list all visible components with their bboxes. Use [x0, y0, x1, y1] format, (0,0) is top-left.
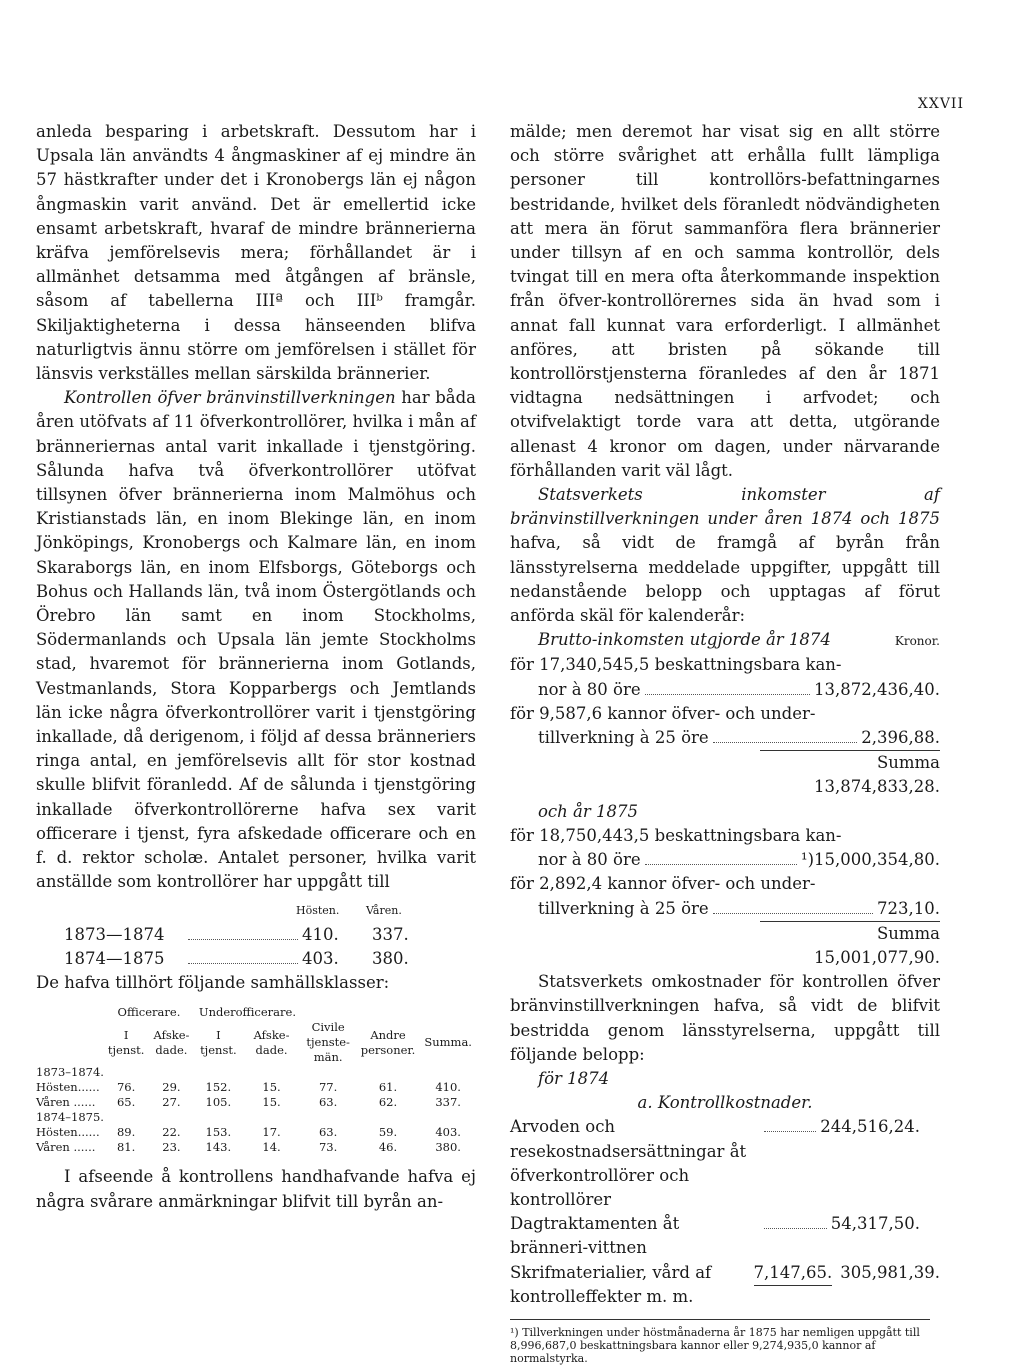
- cell: 76.: [116, 1080, 136, 1095]
- col-header: Summa.: [424, 1035, 472, 1050]
- cost-amount: 7,147,65.: [754, 1261, 833, 1286]
- cell: 337.: [435, 1095, 461, 1110]
- cell: 15.: [262, 1095, 281, 1110]
- nco-header: Underofficerare.: [198, 1005, 296, 1020]
- cost-text: Arvoden och resekostnadsersättningar åt öfverkontrollörer och kontrollörer: [510, 1117, 747, 1209]
- table-row: [32, 1095, 476, 1110]
- year-label: 1874—1875: [64, 948, 165, 968]
- cost-item: [510, 1115, 920, 1212]
- year-row: [36, 947, 476, 971]
- sum-1875: Summa 15,001,077,90.: [760, 921, 940, 970]
- revenue-item: [510, 872, 940, 920]
- right-paragraph-1: mälde; men deremot har visat sig en allt större och större svårighet att erhålla fullt lämpliga personer till kontrollörs-befattningarnes bestridande, hvilket dels föranledt nödvändigheten att mera än förut sammanföra flera brännerier under tillsyn af en och samma kontrollör, dels tvingat till en mera ofta återkommande inspektion från öfver-kontrollörernes sida än hvad som i annat fall kunnat vara erforderligt. I allmänhet anföres, att bristen på sökande till kontrollörstjensterna föranledes af den år 1871 vidtagna nedsättningen i arfvodet; och otvifvelaktigt torde vara att detta, utgörande allenast 4 kronor om dagen, under närvarande förhållanden varit väl lågt.: [510, 122, 940, 480]
- autumn-value: 410.: [302, 924, 339, 944]
- page-number: XXVII: [917, 96, 964, 112]
- cell: 62.: [378, 1095, 398, 1110]
- section-year: 1874–1875.: [36, 1110, 104, 1125]
- right-column: [510, 120, 940, 1365]
- left-column: [36, 120, 476, 1214]
- cell: 403.: [435, 1125, 461, 1140]
- cell: 89.: [116, 1125, 136, 1140]
- table-row: [32, 1080, 476, 1095]
- item-line: för 9,587,6 kannor öfver- och under-: [510, 703, 816, 723]
- footnote: ¹) Tillverkningen under höstmånaderna år 1875 har nemligen uppgått till 8,996,687,0 beskattningsbara kannor eller 9,274,935,0 kannor af normalstyrka.: [510, 1319, 930, 1365]
- cell: 380.: [435, 1140, 461, 1155]
- row-label: Hösten......: [36, 1125, 100, 1140]
- cell: 153.: [205, 1125, 232, 1140]
- spring-value: 380.: [372, 948, 409, 968]
- item-line: för 18,750,443,5 beskattningsbara kan-: [510, 825, 842, 845]
- cell: 59.: [378, 1125, 398, 1140]
- cell: 410.: [435, 1080, 461, 1095]
- table-row: [32, 1140, 476, 1155]
- paragraph-text: har båda åren utöfvats af 11 öfverkontrollörer, hvilka i mån af bränneriernas antal varit inkallade i tjenstgöring. Sålunda hafva två öfverkontrollörer utöfvat tillsynen öfver brännerierna inom Malmöhus och Kristianstads län, en inom Blekinge län, en inom Jönköpings, Kronobergs och Kalmare län, en inom Skaraborgs län, en inom Elfsborgs, Göteborgs och Bohus och Hallands län, två inom Östergötlands och Örebro län samt en inom Stockholms, Södermanlands och Upsala län jemte Stockholms stad, hvaremot för brännerierna inom Gotlands, Vestmanlands, Stora Kopparbergs och Jemtlands län icke några öfverkontrollörer varit i tjenstgöring inkallade, då derigenom, i följd af dessa bränneriers ringa antal, en jemförelsevis allt för stor kostnad skulle blifvit föranledd. Af de sålunda i tjenstgöring inkallade öfverkontrollörerne hafva sex varit officerare i tjenst, fyra afskedade officerare och en f. d. rektor scholæ. Antalet personer, hvilka varit anställde som kontrollörer har uppgått till: [36, 388, 477, 892]
- cell: 29.: [162, 1080, 181, 1095]
- item-amount: 2,396,88.: [861, 728, 940, 748]
- cost-text: Skrifmaterialier, vård af kontrolleffekter m. m.: [510, 1262, 712, 1306]
- left-paragraph-2: [36, 386, 476, 894]
- item-line: för 17,340,545,5 beskattningsbara kan-: [510, 655, 842, 675]
- cell: 73.: [318, 1140, 338, 1155]
- revenue-item: [510, 702, 940, 750]
- cell: 81.: [116, 1140, 136, 1155]
- cost-item: [510, 1212, 920, 1260]
- item-line: nor à 80 öre: [538, 679, 641, 699]
- cell: 143.: [205, 1140, 232, 1155]
- cell: 15.: [262, 1080, 281, 1095]
- cost-total: 305,981,39.: [840, 1262, 940, 1282]
- social-class-table: [32, 1005, 476, 1155]
- header-autumn: Hösten.: [296, 903, 340, 917]
- left-paragraph-3: I afseende å kontrollens handhafvande hafva ej några svårare anmärkningar blifvit till byrån an-: [36, 1167, 476, 1211]
- cell: 105.: [205, 1095, 232, 1110]
- cost-text: Dagtraktamenten åt bränneri-vittnen: [510, 1214, 680, 1258]
- table-row: [32, 1125, 476, 1140]
- cell: 63.: [318, 1095, 338, 1110]
- revenue-item: [510, 653, 940, 701]
- cost-amount: 244,516,24.: [820, 1117, 920, 1137]
- brutto-heading-row: [510, 628, 940, 653]
- paragraph-text: hafva, så vidt de framgå af byrån från länsstyrelserna meddelade uppgifter, uppgått till nedanstående belopp och upptagas af förut anförda skäl för kalenderår:: [510, 533, 940, 626]
- cost-amount: 54,317,50.: [830, 1214, 920, 1234]
- item-amount: 13,872,436,40.: [814, 679, 940, 699]
- header-spring: Våren.: [366, 903, 402, 917]
- cell: 22.: [162, 1125, 181, 1140]
- officers-header: Officerare.: [117, 1005, 181, 1020]
- year-1875-heading: och år 1875: [538, 801, 639, 821]
- year-label: 1873—1874: [64, 924, 165, 944]
- cell: 61.: [378, 1080, 398, 1095]
- col-header: Afske-dade.: [253, 1027, 290, 1057]
- left-paragraph-1: anleda besparing i arbetskraft. Dessutom har i Upsala län användts 4 ångmaskiner af ej mindre än 57 hästkrafter under det i Kronobergs län ej någon ångmaskin varit använd. Det är emellertid icke ensamt arbetskraft, hvaraf de mindre brännerierna kräfva jemförelsevis mera; förhållandet är i allmänhet detsamma med åtgången af bränsle, såsom af tabellerna IIIª och IIIᵇ framgår. Skiljaktigheterna i dessa hänseenden blifva naturligtvis ännu större om jemförelsen i stället för länsvis verkställes mellan särskilda brännerier.: [36, 122, 476, 384]
- item-amount: 723,10.: [877, 898, 940, 918]
- cost-item: [510, 1261, 940, 1309]
- cell: 63.: [318, 1125, 338, 1140]
- right-paragraph-2: [510, 483, 940, 628]
- italic-heading: Kontrollen öfver bränvinstillverkningen: [64, 388, 396, 408]
- section-year: 1873–1874.: [36, 1065, 104, 1080]
- row-label: Våren ......: [36, 1140, 96, 1155]
- kronor-label: Kronor.: [894, 634, 940, 649]
- col-header: Afske-dade.: [153, 1027, 190, 1057]
- autumn-value: 403.: [302, 948, 339, 968]
- col-header: Andre personer.: [360, 1027, 416, 1057]
- cell: 65.: [116, 1095, 136, 1110]
- col-header: Civile tjenste-män.: [306, 1020, 350, 1065]
- classes-intro: De hafva tillhört följande samhällsklasser:: [36, 973, 390, 993]
- right-paragraph-3: Statsverkets omkostnader för kontrollen öfver bränvinstillverkningen hafva, så vidt de blifvit bestridda genom länsstyrelserna, uppgått till följande belopp:: [510, 972, 940, 1064]
- col-header: I tjenst.: [107, 1027, 145, 1057]
- year-row: [36, 923, 476, 947]
- item-amount: ¹)15,000,354,80.: [800, 850, 940, 870]
- cell: 46.: [378, 1140, 398, 1155]
- cell: 27.: [162, 1095, 181, 1110]
- cell: 77.: [318, 1080, 338, 1095]
- item-line: nor à 80 öre: [538, 850, 641, 870]
- cell: 14.: [262, 1140, 281, 1155]
- cell: 17.: [262, 1125, 281, 1140]
- revenue-item: [510, 824, 940, 872]
- col-header: I tjenst.: [200, 1027, 237, 1057]
- row-label: Hösten......: [36, 1080, 100, 1095]
- for-1874-heading: för 1874: [538, 1068, 610, 1088]
- item-line: tillverkning à 25 öre: [538, 728, 709, 748]
- cell: 23.: [162, 1140, 181, 1155]
- row-label: Våren ......: [36, 1095, 96, 1110]
- cell: 152.: [205, 1080, 232, 1095]
- controller-count-table: [36, 899, 476, 972]
- brutto-heading: Brutto-inkomsten utgjorde år 1874: [538, 630, 831, 650]
- cost-heading: a. Kontrollkostnader.: [637, 1093, 813, 1113]
- sum-1874: Summa 13,874,833,28.: [760, 750, 940, 799]
- italic-heading: Statsverkets inkomster af bränvinstillverkningen under åren 1874 och 1875: [510, 485, 940, 529]
- item-line: för 2,892,4 kannor öfver- och under-: [510, 874, 816, 894]
- item-line: tillverkning à 25 öre: [538, 898, 709, 918]
- spring-value: 337.: [372, 924, 409, 944]
